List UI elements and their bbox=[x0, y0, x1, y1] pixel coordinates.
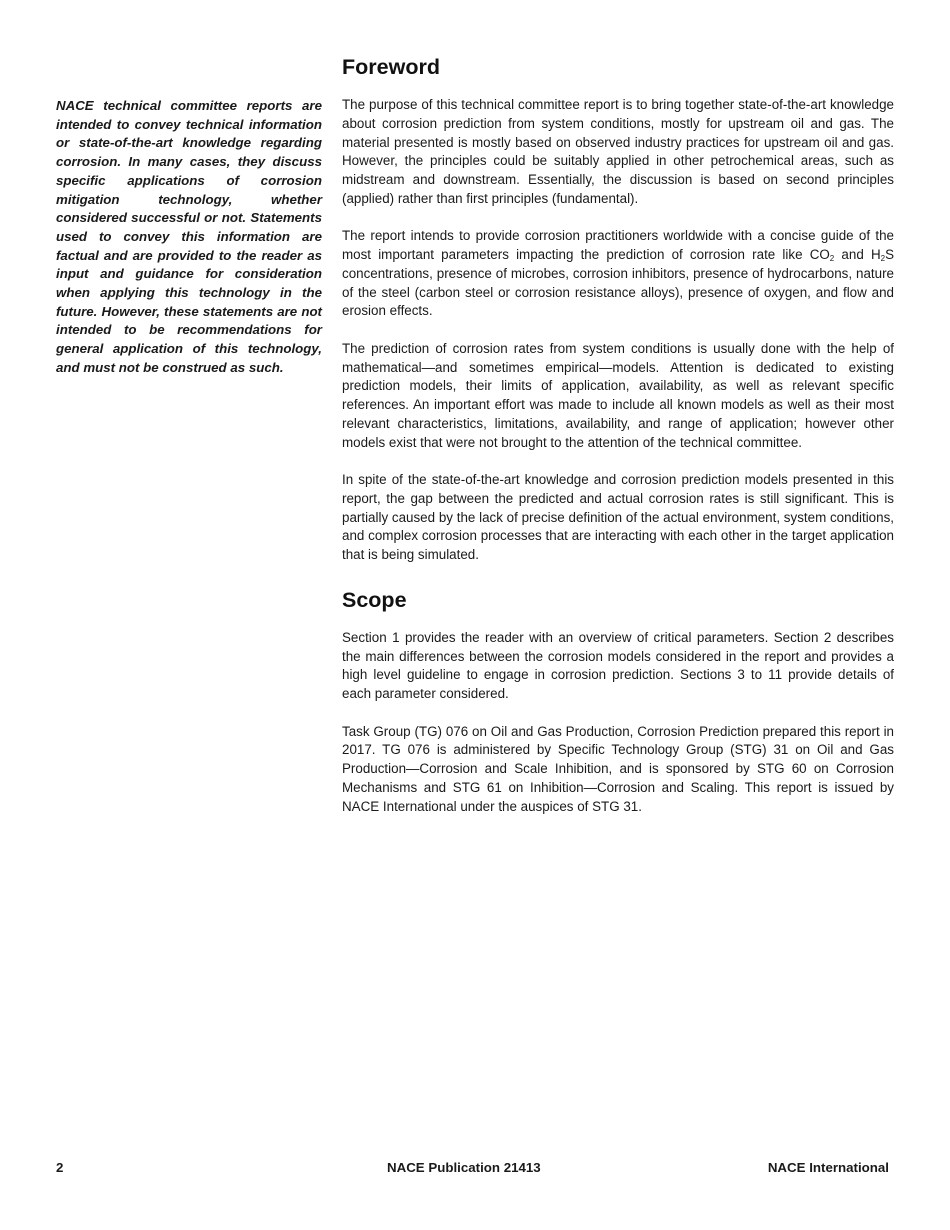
scope-paragraph-2: Task Group (TG) 076 on Oil and Gas Production, Corrosion Prediction prepared this report in 2017. TG 076 is administered by Specific Technology Group (STG) 31 on Oil and Gas Production—Corrosion and Scale Inhibition, and is sponsored by STG 60 on Corrosion Mechanisms and STG 61 on Inhibition—Corrosion and Scaling. This report is issued by NACE International under the auspices of STG 31. bbox=[342, 723, 894, 814]
main-content bbox=[342, 52, 894, 835]
publication-id: NACE Publication 21413 bbox=[387, 1160, 541, 1175]
committee-disclaimer-note: NACE technical committee reports are intended to convey technical information or state-of-the-art knowledge regarding corrosion. In many cases, they discuss specific applications of corrosion mitigation technology, whether considered successful or not. Statements used to convey this information are factual and are provided to the reader as input and guidance for consideration when applying this technology in the future. However, these statements are not intended to be recommendations for general application of this technology, and must not be construed as such. bbox=[56, 98, 322, 375]
foreword-paragraph-1: The purpose of this technical committee report is to bring together state-of-the-art knowledge about corrosion prediction from system conditions, mostly for upstream oil and gas. The material presented is mostly based on observed industry practices for upstream oil and gas. However, the principles could be suitably applied in other petrochemical areas, such as midstream and downstream. Essentially, the discussion is based on second principles (applied) rather than first principles (fundamental). bbox=[342, 97, 894, 206]
scope-heading: Scope bbox=[342, 587, 407, 612]
foreword-paragraph-2: The report intends to provide corrosion practitioners worldwide with a concise guide of the most important parameters impacting the prediction of corrosion rate like $CO_2$ and $H_2S$ concentrations, presence of microbes, corrosion inhibitors, presence of hydrocarbons, nature of the steel (carbon steel or corrosion resistance alloys), presence of oxygen, and flow and erosion effects. bbox=[342, 228, 895, 319]
scope-paragraph-1: Section 1 provides the reader with an overview of critical parameters. Section 2 describes the main differences between the corrosion models considered in the report and provides a high level guideline to engage in corrosion prediction. Sections 3 to 11 provide details of each parameter considered. bbox=[342, 629, 894, 701]
foreword-heading: Foreword bbox=[342, 55, 440, 79]
foreword-paragraph-3: The prediction of corrosion rates from system conditions is usually done with the help of mathematical—and sometimes empirical—models. Attention is dedicated to existing prediction models, their limits of application, availability, as well as relevant specific references. An important effort was made to include all known models as well as their most relevant characteristics, limitations, availability, and range of application; however other models exist that were not brought to the attention of the technical committee. bbox=[342, 340, 894, 450]
organization-name: NACE International bbox=[767, 1160, 889, 1175]
foreword-paragraph-4: In spite of the state-of-the-art knowledge and corrosion prediction models presented in this report, the gap between the predicted and actual corrosion rates is still significant. This is partially caused by the lack of precise definition of the actual environment, system conditions, and complex corrosion processes that are interacting with each other in the target application that is being simulated. bbox=[342, 472, 894, 562]
page-number: 2 bbox=[56, 1160, 64, 1175]
page-footer bbox=[0, 1160, 950, 1180]
